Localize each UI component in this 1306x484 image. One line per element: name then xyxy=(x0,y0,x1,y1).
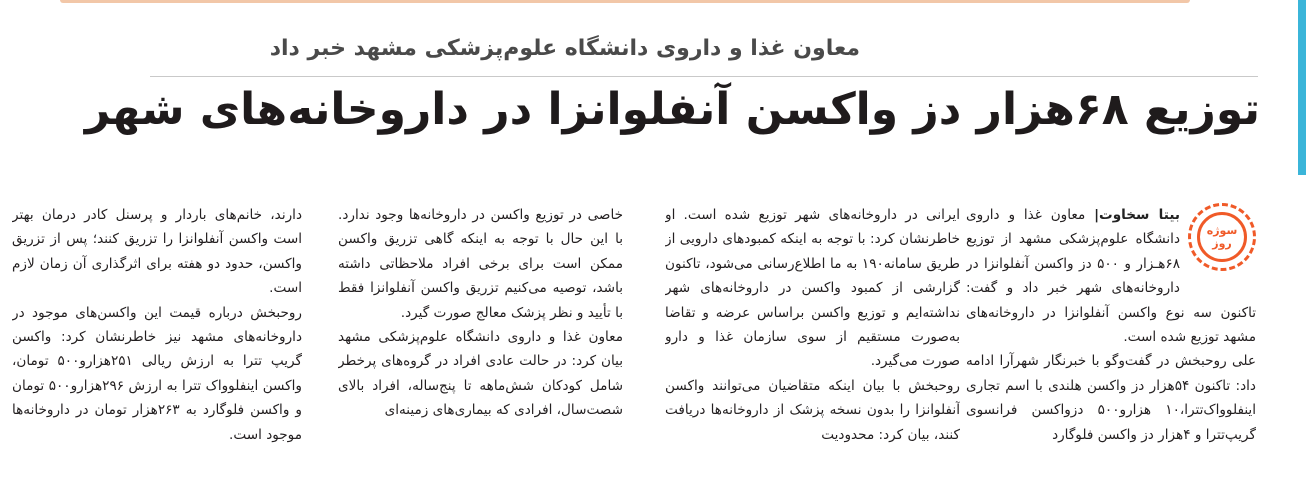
column-paragraph: خاصی در توزیع واکسن در داروخانه‌ها وجود ندارد. با این حال با توجه به اینکه گاهی تزریق واکسن ممکن است برای برخی افراد ملاحظاتی داشته باشد، توصیه می‌کنیم تزریق واکسن آنفلوانزا فقط با تأیید و نظر پزشک معالج صورت گیرد. xyxy=(338,207,623,321)
column-paragraph: دارند، خانم‌های باردار و پرسنل کادر درمان بهتر است واکسن آنفلوانزا را تزریق کنند؛ پس از تزریق واکسن، حدود دو هفته برای اثرگذاری آن زمان لازم است. xyxy=(12,207,302,297)
article-subtitle: معاون غذا و داروی دانشگاه علوم‌پزشکی مشهد خبر داد xyxy=(269,36,860,61)
paragraph-text: معاون غذا و داروی دانشگاه علوم‌پزشکی مشهد از توزیع ۶۸هـزار و ۵۰۰ دز واکسن آنفلوانزا در داروخانه‌های شهر خبر داد و گفت: تاکنون سه نوع واکسن آنفلوانزا در داروخانه‌های مشهد توزیع شده است. xyxy=(966,207,1256,346)
article-column-1 xyxy=(966,203,1256,453)
top-accent-strip xyxy=(60,0,1190,3)
article-column-3 xyxy=(338,203,623,453)
page-edge-color-bar xyxy=(1298,0,1306,175)
column-paragraph: علی روحبخش در گفت‌وگو با خبرنگار شهرآرا ادامه داد: تاکنون ۵۴هزار دز واکسن هلندی با اسم تجاری اینفلوواک‌تترا،۱۰ هزارو۵۰۰ دزواکسن فرانسوی گریپ‌تترا و ۴هزار دز واکسن فلوگارد xyxy=(966,353,1256,443)
column-paragraph: ایرانی در داروخانه‌های شهر توزیع شده است. او خاطرنشان کرد: با توجه به اینکه کمبودهای دارویی از طریق سامانه۱۹۰ به ما اطلاع‌رسانی می‌شود، تاکنون گزارشی از کمبود واکسن در داروخانه‌های شهر نداشته‌ایم و توزیع واکسن براساس عرضه و تقاضا به‌صورت مستقیم از سوی سازمان غذا و دارو صورت می‌گیرد. xyxy=(665,207,960,370)
article-headline: توزیع ۶۸هزار دز واکسن آنفلوانزا در داروخانه‌های شهر xyxy=(84,84,1260,135)
article-column-2 xyxy=(665,203,960,453)
badge-label-line1: سوژه xyxy=(1206,224,1238,237)
story-of-the-day-badge xyxy=(1188,203,1256,271)
badge-label-line2: روز xyxy=(1212,237,1232,250)
article-column-4 xyxy=(12,203,302,453)
divider-rule xyxy=(150,76,1258,77)
author-byline: بیتا سخاوت| xyxy=(1094,207,1180,223)
column-paragraph: معاون غذا و داروی دانشگاه علوم‌پزشکی مشهد بیان کرد: در حالت عادی افراد در گروه‌های پرخطر شامل کودکان شش‌ماهه تا پنج‌ساله، افراد بالای شصت‌سال، افرادی که بیماری‌های زمینه‌ای xyxy=(338,329,623,419)
column-paragraph: روحبخش درباره قیمت این واکسن‌های موجود در داروخانه‌های مشهد نیز خاطرنشان کرد: واکسن گریپ تترا به ارزش ریالی ۲۵۱هزارو۵۰۰ تومان، واکسن اینفلوواک تترا به ارزش ۲۹۶هزارو۵۰۰ تومان و واکسن فلوگارد به ۲۶۳هزار تومان در داروخانه‌ها موجود است. xyxy=(12,304,302,443)
column-paragraph: روحبخش با بیان اینکه متقاضیان می‌توانند واکسن آنفلوانزا را بدون نسخه پزشک از داروخانه‌ها دریافت کنند، بیان کرد: محدودیت xyxy=(665,377,960,443)
